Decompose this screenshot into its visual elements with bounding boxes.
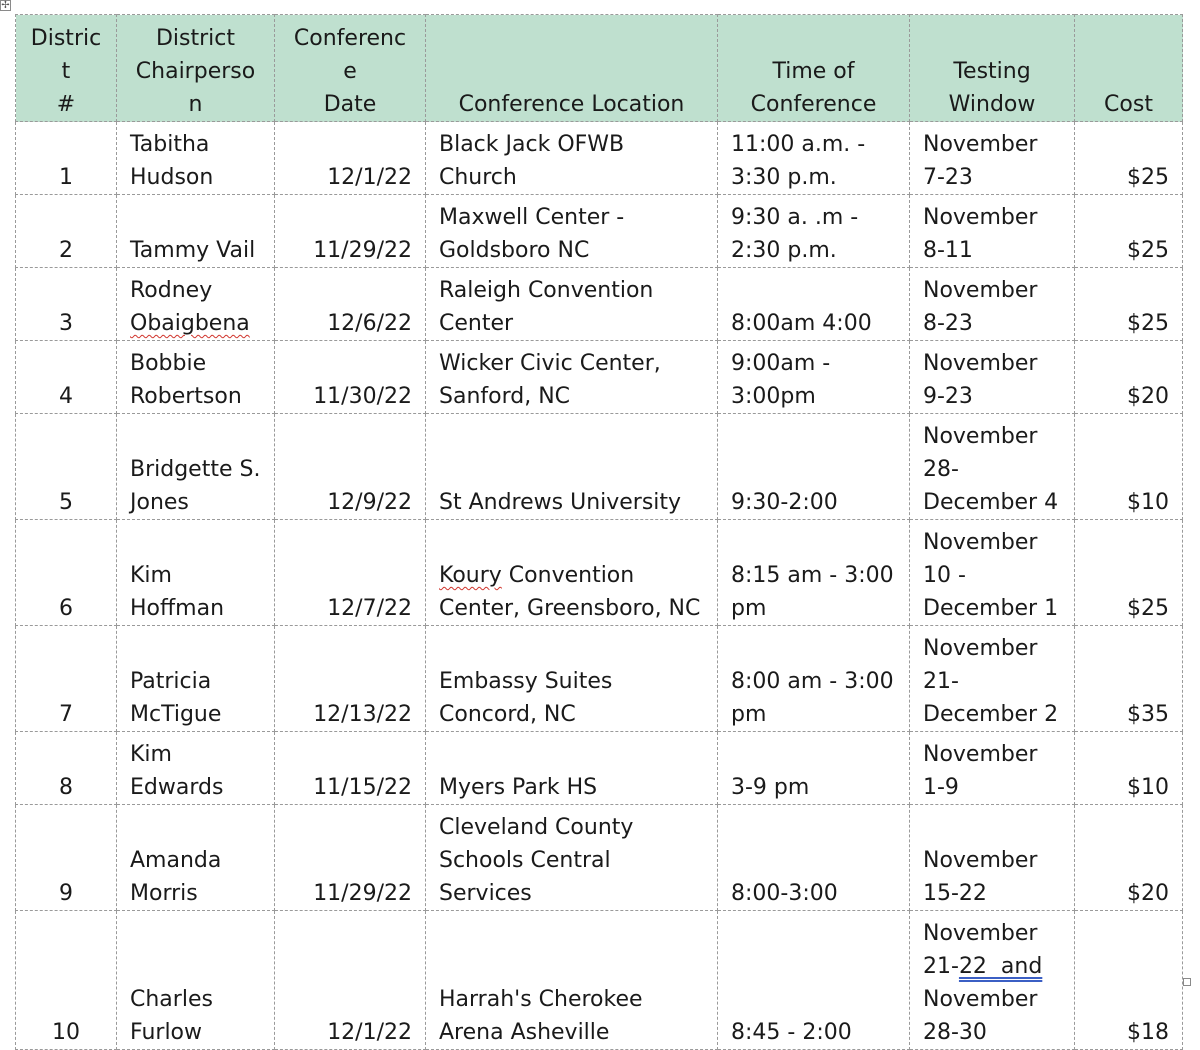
cell-location[interactable]	[426, 732, 718, 805]
cell-text: Bobbie Robertson	[130, 351, 242, 409]
cell-text: 9:30-2:00	[731, 490, 838, 515]
cell-testing-window[interactable]	[910, 911, 1075, 1050]
cell-text: $25	[1127, 311, 1169, 336]
cell-text: 12/6/22	[327, 311, 412, 336]
cell-text: Convention	[501, 563, 635, 588]
cell-cost[interactable]	[1075, 195, 1183, 268]
cell-text: St Andrews University	[439, 490, 682, 515]
cell-text: $25	[1127, 596, 1169, 621]
cell-time[interactable]	[718, 195, 910, 268]
cell-text: Cleveland County Schools Central Services	[439, 815, 634, 906]
cell-text: Harrah's Cherokee Arena Asheville	[439, 987, 643, 1045]
cell-text: 11/30/22	[313, 384, 412, 409]
header-time-of-conference[interactable]	[718, 15, 910, 122]
table-row	[16, 341, 1183, 414]
cell-cost[interactable]	[1075, 268, 1183, 341]
table-resize-handle-icon[interactable]	[1183, 978, 1191, 986]
cell-text: 12/1/22	[327, 165, 412, 190]
header-label: Conference Date	[293, 26, 407, 117]
cell-text: 9:00am - 3:00pm	[731, 351, 831, 409]
cell-district-number[interactable]	[16, 268, 117, 341]
cell-text: November 28- December 4	[923, 424, 1059, 515]
cell-testing-window[interactable]	[910, 520, 1075, 626]
cell-conference-date[interactable]	[275, 414, 426, 520]
cell-district-number[interactable]	[16, 414, 117, 520]
cell-cost[interactable]	[1075, 520, 1183, 626]
cell-time[interactable]	[718, 732, 910, 805]
district-conference-table	[15, 14, 1183, 1050]
header-label: Testing Window	[948, 59, 1036, 117]
cell-text: November 10 - December 1	[923, 530, 1059, 621]
cell-testing-window[interactable]	[910, 341, 1075, 414]
cell-text: $20	[1127, 384, 1169, 409]
cell-district-number[interactable]	[16, 805, 117, 911]
header-row	[16, 15, 1183, 122]
cell-location[interactable]	[426, 195, 718, 268]
cell-text: 12/13/22	[313, 702, 412, 727]
cell-location[interactable]	[426, 341, 718, 414]
cell-time[interactable]	[718, 911, 910, 1050]
cell-text: 8:15 am - 3:00 pm	[731, 563, 894, 621]
cell-conference-date[interactable]	[275, 805, 426, 911]
cell-text: Center, Greensboro, NC	[439, 596, 701, 621]
cell-text: 12/1/22	[327, 1020, 412, 1045]
cell-text: 1	[59, 165, 73, 190]
header-label: Cost	[1104, 92, 1153, 117]
cell-text: Rodney	[130, 278, 213, 303]
cell-conference-date[interactable]	[275, 520, 426, 626]
cell-chairperson[interactable]	[117, 626, 275, 732]
cell-testing-window[interactable]	[910, 268, 1075, 341]
cell-cost[interactable]	[1075, 626, 1183, 732]
spellcheck-flagged-text[interactable]: Koury	[439, 563, 502, 588]
cell-text: November 9-23	[923, 351, 1038, 409]
cell-text: November 8-11	[923, 205, 1038, 263]
cell-district-number[interactable]	[16, 122, 117, 195]
header-district-number[interactable]	[16, 15, 117, 122]
cell-text: Raleigh Convention Center	[439, 278, 654, 336]
table-move-handle-icon[interactable]: ✢	[1, 0, 10, 11]
cell-text: Myers Park HS	[439, 775, 598, 800]
cell-location[interactable]	[426, 414, 718, 520]
cell-chairperson[interactable]	[117, 414, 275, 520]
cell-district-number[interactable]	[16, 520, 117, 626]
cell-chairperson[interactable]	[117, 341, 275, 414]
cell-location[interactable]	[426, 911, 718, 1050]
header-district-chairperson[interactable]	[117, 15, 275, 122]
table-row	[16, 195, 1183, 268]
cell-text: $25	[1127, 165, 1169, 190]
cell-text: November 15-22	[923, 848, 1038, 906]
header-conference-location[interactable]	[426, 15, 718, 122]
cell-testing-window[interactable]	[910, 626, 1075, 732]
cell-text: Amanda Morris	[130, 848, 222, 906]
cell-text: November 21- December 2	[923, 636, 1059, 727]
cell-cost[interactable]	[1075, 341, 1183, 414]
cell-time[interactable]	[718, 414, 910, 520]
cell-text: 4	[59, 384, 73, 409]
table-row	[16, 732, 1183, 805]
cell-text: 11/29/22	[313, 238, 412, 263]
cell-text: 9	[59, 881, 73, 906]
cell-text: $20	[1127, 881, 1169, 906]
cell-time[interactable]	[718, 626, 910, 732]
cell-text: November 28-30	[923, 987, 1038, 1045]
cell-cost[interactable]	[1075, 911, 1183, 1050]
cell-text: 3	[59, 311, 73, 336]
cell-text: 8:00-3:00	[731, 881, 838, 906]
cell-text: 3-9 pm	[731, 775, 810, 800]
cell-text: 21-	[923, 954, 959, 979]
table-row	[16, 520, 1183, 626]
cell-conference-date[interactable]	[275, 122, 426, 195]
cell-district-number[interactable]	[16, 911, 117, 1050]
cell-cost[interactable]	[1075, 805, 1183, 911]
cell-text: Embassy Suites Concord, NC	[439, 669, 613, 727]
cell-text: Maxwell Center - Goldsboro NC	[439, 205, 625, 263]
header-label: Conference Location	[458, 92, 685, 117]
cell-chairperson[interactable]	[117, 732, 275, 805]
cell-testing-window[interactable]	[910, 414, 1075, 520]
cell-text: 8:00am 4:00	[731, 311, 872, 336]
cell-text: 8:45 - 2:00	[731, 1020, 852, 1045]
cell-time[interactable]	[718, 268, 910, 341]
cell-cost[interactable]	[1075, 414, 1183, 520]
cell-text: Bridgette S. Jones	[130, 457, 261, 515]
cell-text: 2	[59, 238, 73, 263]
cell-text: 6	[59, 596, 73, 621]
cell-text: $25	[1127, 238, 1169, 263]
cell-location[interactable]	[426, 805, 718, 911]
cell-time[interactable]	[718, 805, 910, 911]
cell-text: 11/29/22	[313, 881, 412, 906]
cell-text: Kim Edwards	[130, 742, 224, 800]
cell-text: Kim Hoffman	[130, 563, 225, 621]
cell-conference-date[interactable]	[275, 911, 426, 1050]
cell-conference-date[interactable]	[275, 732, 426, 805]
table-row	[16, 911, 1183, 1050]
header-conference-date[interactable]	[275, 15, 426, 122]
cell-testing-window[interactable]	[910, 732, 1075, 805]
cell-district-number[interactable]	[16, 195, 117, 268]
cell-text: Charles Furlow	[130, 987, 213, 1045]
cell-conference-date[interactable]	[275, 195, 426, 268]
cell-time[interactable]	[718, 341, 910, 414]
cell-location[interactable]	[426, 268, 718, 341]
cell-text: $10	[1127, 775, 1169, 800]
header-cost[interactable]	[1075, 15, 1183, 122]
cell-testing-window[interactable]	[910, 122, 1075, 195]
table-row	[16, 268, 1183, 341]
header-label: District #	[30, 26, 102, 117]
table-row	[16, 805, 1183, 911]
table-row	[16, 626, 1183, 732]
table-row	[16, 414, 1183, 520]
cell-text: Wicker Civic Center, Sanford, NC	[439, 351, 661, 409]
cell-location[interactable]	[426, 626, 718, 732]
cell-location[interactable]	[426, 122, 718, 195]
header-label: Time of Conference	[750, 59, 877, 117]
cell-chairperson[interactable]	[117, 268, 275, 341]
cell-text: 11:00 a.m. - 3:30 p.m.	[731, 132, 866, 190]
cell-testing-window[interactable]	[910, 805, 1075, 911]
cell-text: Tammy Vail	[130, 238, 256, 263]
cell-conference-date[interactable]	[275, 626, 426, 732]
cell-text: $10	[1127, 490, 1169, 515]
grammar-flagged-text[interactable]: 22 and	[958, 954, 1043, 979]
cell-text: Patricia McTigue	[130, 669, 222, 727]
header-label: District Chairperson	[135, 26, 256, 117]
cell-text: $18	[1127, 1020, 1169, 1045]
cell-text: $35	[1127, 702, 1169, 727]
cell-testing-window[interactable]	[910, 195, 1075, 268]
cell-text: November 8-23	[923, 278, 1038, 336]
cell-text: 11/15/22	[313, 775, 412, 800]
cell-cost[interactable]	[1075, 732, 1183, 805]
cell-location[interactable]	[426, 520, 718, 626]
cell-text: Tabitha Hudson	[130, 132, 214, 190]
cell-text: 9:30 a. .m - 2:30 p.m.	[731, 205, 859, 263]
cell-chairperson[interactable]	[117, 520, 275, 626]
cell-chairperson[interactable]	[117, 122, 275, 195]
cell-text: 7	[59, 702, 73, 727]
cell-district-number[interactable]	[16, 732, 117, 805]
cell-district-number[interactable]	[16, 341, 117, 414]
cell-time[interactable]	[718, 122, 910, 195]
cell-text: 8:00 am - 3:00 pm	[731, 669, 894, 727]
cell-text: 12/9/22	[327, 490, 412, 515]
cell-district-number[interactable]	[16, 626, 117, 732]
cell-cost[interactable]	[1075, 122, 1183, 195]
table-row	[16, 122, 1183, 195]
cell-text: November 1-9	[923, 742, 1038, 800]
cell-time[interactable]	[718, 520, 910, 626]
spellcheck-flagged-text[interactable]: Obaigbena	[130, 311, 250, 336]
cell-text: November 7-23	[923, 132, 1038, 190]
cell-text: 12/7/22	[327, 596, 412, 621]
cell-text: November	[923, 921, 1038, 946]
cell-conference-date[interactable]	[275, 341, 426, 414]
cell-text: 10	[52, 1020, 80, 1045]
cell-chairperson[interactable]	[117, 805, 275, 911]
cell-chairperson[interactable]	[117, 195, 275, 268]
cell-text: Black Jack OFWB Church	[439, 132, 625, 190]
cell-chairperson[interactable]	[117, 911, 275, 1050]
header-testing-window[interactable]	[910, 15, 1075, 122]
cell-text: 5	[59, 490, 73, 515]
cell-text: 8	[59, 775, 73, 800]
cell-conference-date[interactable]	[275, 268, 426, 341]
